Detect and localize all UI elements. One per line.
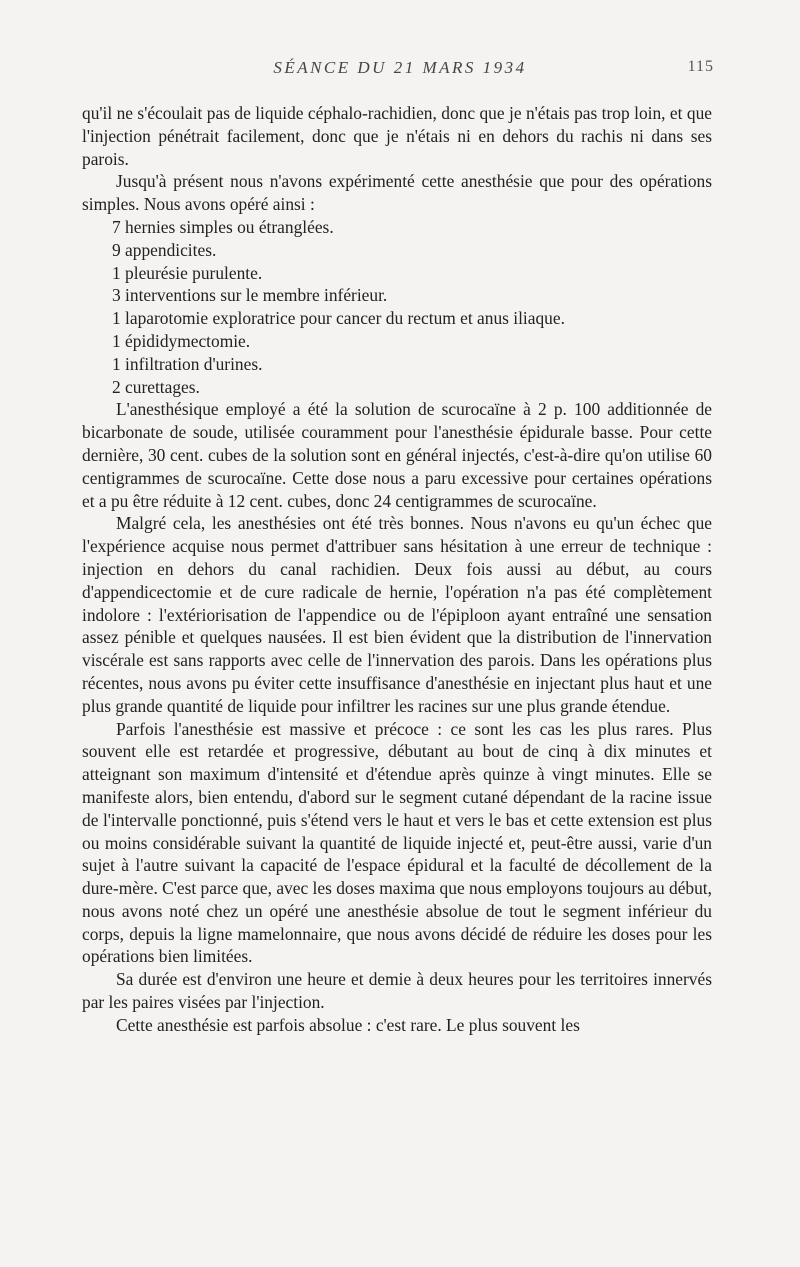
list-item: 2 curettages. [112,376,200,397]
list-item: 1 pleurésie purulente. [112,262,263,283]
operations-list [82,216,712,398]
paragraph-duration: Sa durée est d'environ une heure et demie à deux heures pour les territoires innervés par les paires visées par l'injection. [82,969,712,1013]
list-item: 1 infiltration d'urines. [112,353,263,374]
body-text [82,102,712,1037]
session-title: SÉANCE DU 21 MARS 1934 [273,58,527,77]
paragraph-onset: Parfois l'anesthésie est massive et précoce : ce sont les cas les plus rares. Plus souvent elle est retardée et progressive, débutant au bout de cinq à dix minutes et atteignant son maximum d'intensité et d'étendue après quinze à vingt minutes. Elle se manifeste alors, bien entendu, d'abord sur le segment cutané dépendant de la racine issue de l'intervalle ponctionné, puis s'étend vers le haut et vers le bas et cette extension est plus ou moins considérable suivant la quantité de liquide injecté et, peut-être aussi, varie d'un sujet à l'autre suivant la capacité de l'espace épidural et la faculté de décollement de la dure-mère. C'est parce que, avec les doses maxima que nous employons toujours au début, nous avons noté chez un opéré une anesthésie absolue de tout le segment inférieur du corps, depuis la ligne mamelonnaire, que nous avons décidé de réduire les doses pour les opérations bien limitées. [82,718,712,967]
paragraph-continued: qu'il ne s'écoulait pas de liquide céphalo-rachidien, donc que je n'étais pas trop loin, et que l'injection pénétrait facilement, donc que je n'étais ni en dehors du rachis ni dans ses parois. [82,103,712,169]
running-head [0,58,800,88]
paragraph-experience: Jusqu'à présent nous n'avons expérimenté cette anesthésie que pour des opérations simples. Nous avons opéré ainsi : [82,171,712,215]
list-item: 1 laparotomie exploratrice pour cancer du rectum et anus iliaque. [112,308,565,329]
paragraph-absolute: Cette anesthésie est parfois absolue : c'est rare. Le plus souvent les [116,1014,580,1035]
page-number: 115 [687,58,714,75]
paragraph-results: Malgré cela, les anesthésies ont été très bonnes. Nous n'avons eu qu'un échec que l'expérience acquise nous permet d'attribuer sans hésitation à une erreur de technique : injection en dehors du canal rachidien. Deux fois aussi au début, au cours d'appendicectomie et de cure radicale de hernie, l'opération n'a pas été complètement indolore : l'extériorisation de l'appendice ou de l'épiploon ayant entraîné une sensation assez pénible et quelques nausées. Il est bien évident que la distribution de l'innervation viscérale est sans rapports avec celle de l'innervation des parois. Dans les opérations plus récentes, nous avons pu éviter cette insuffisance d'anesthésie en injectant plus haut et une plus grande quantité de liquide pour infiltrer les racines sur une plus grande étendue. [82,513,712,716]
paragraph-anesthetic: L'anesthésique employé a été la solution de scurocaïne à 2 p. 100 additionnée de bicarbonate de soude, utilisée couramment pour l'anesthésie épidurale basse. Pour cette dernière, 30 cent. cubes de la solution sont en général injectés, c'est-à-dire qu'on utilise 60 centigrammes de scurocaïne. Cette dose nous a paru excessive pour certaines opérations et a pu être réduite à 12 cent. cubes, donc 24 centigrammes de scurocaïne. [82,399,712,511]
list-item: 1 épididymectomie. [112,330,251,351]
list-item: 7 hernies simples ou étranglées. [112,216,334,237]
list-item: 9 appendicites. [112,239,217,260]
list-item: 3 interventions sur le membre inférieur. [112,285,388,306]
